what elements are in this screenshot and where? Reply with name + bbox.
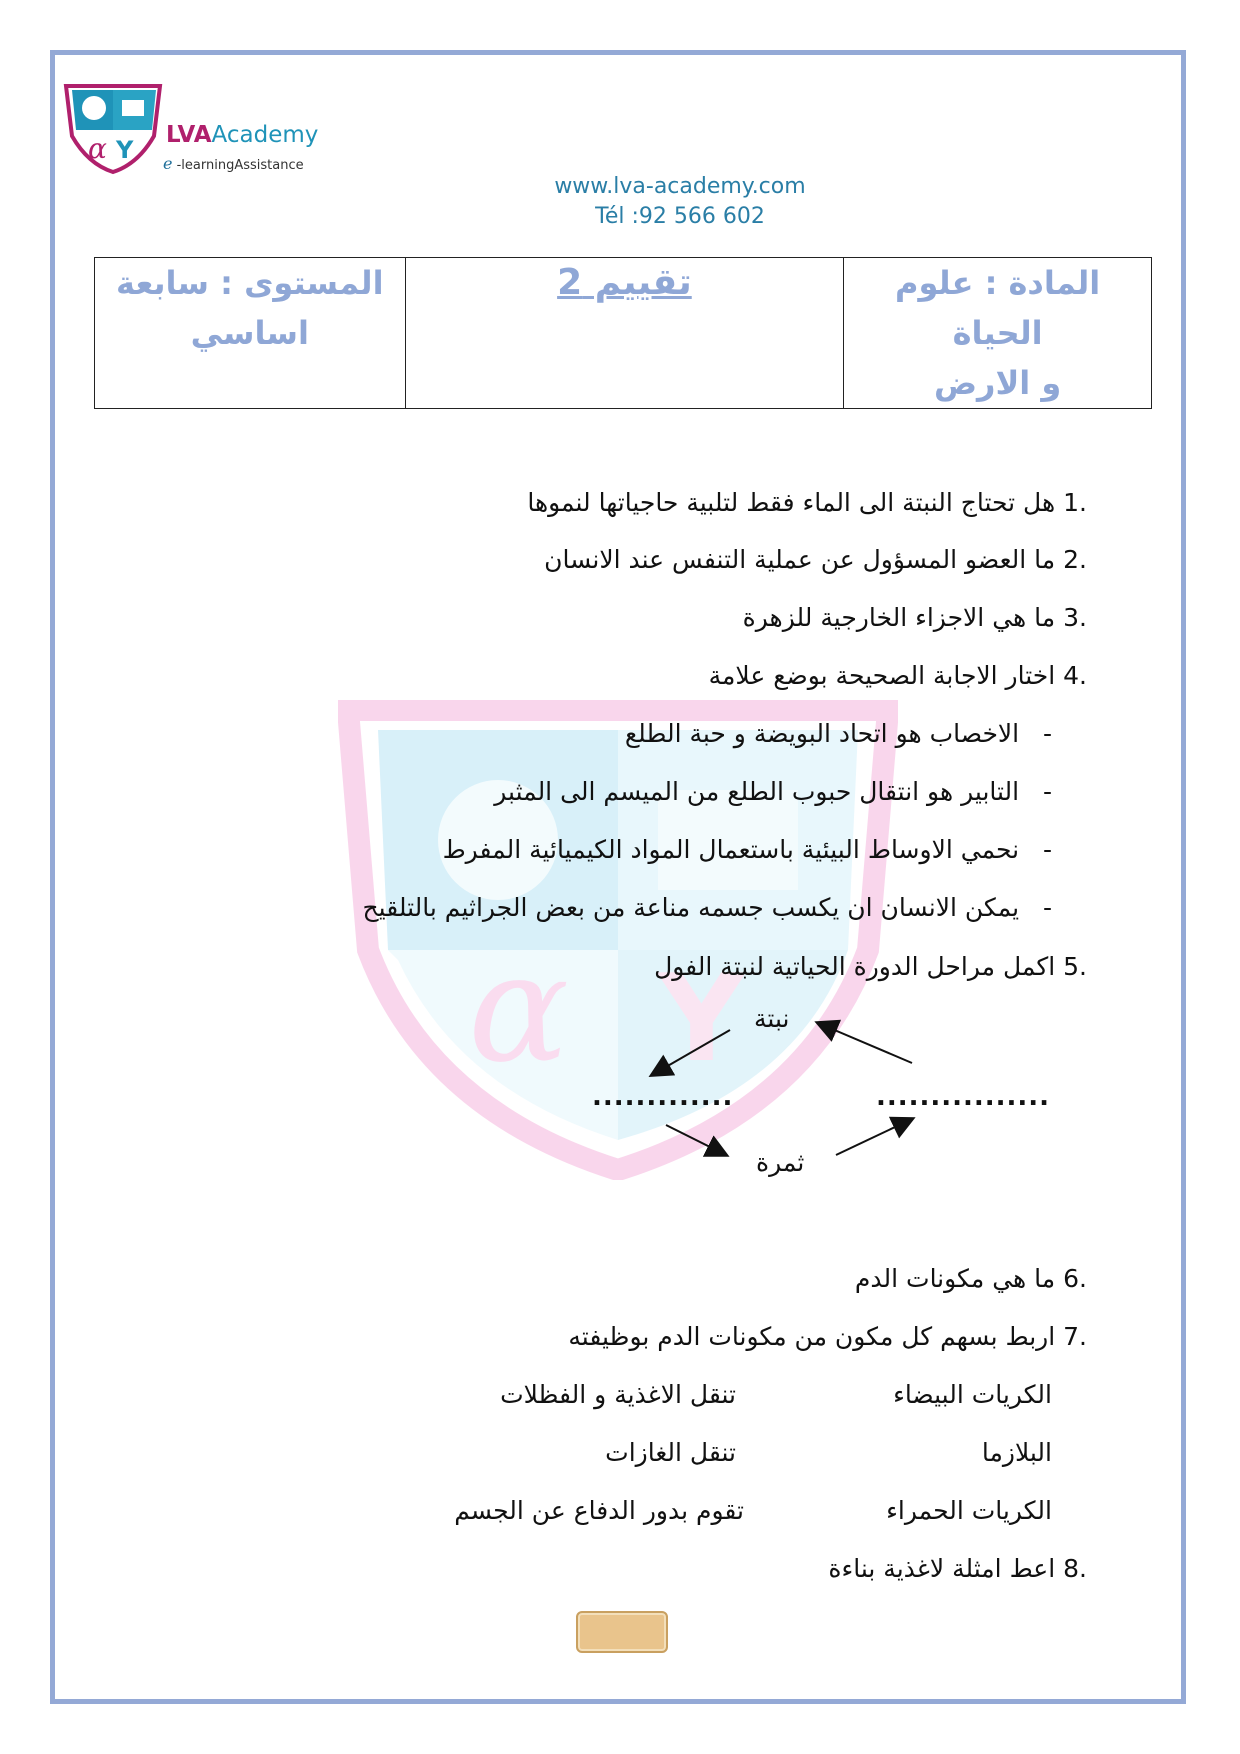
- blood-function: تقوم بدور الدفاع عن الجسم: [454, 1496, 744, 1525]
- level-line2: اساسي: [190, 314, 309, 352]
- level-line1: المستوى : سابعة: [116, 264, 384, 302]
- blood-component: الكريات الحمراء: [886, 1496, 1052, 1525]
- q4-item-text: التابير هو انتقال حبوب الطلع من الميسم الى المثبر: [494, 777, 1020, 806]
- svg-text:α: α: [88, 132, 107, 165]
- level-cell: [95, 258, 406, 409]
- tagline-rest: -learningAssistance: [172, 158, 304, 173]
- info-table: [94, 257, 1152, 409]
- q4-item-text: الاخصاب هو اتحاد البويضة و حبة الطلع: [624, 719, 1020, 748]
- question-6: .6 ما هي مكونات الدم: [854, 1264, 1087, 1293]
- q4-item: - نحمي الاوساط البيئية باستعمال المواد الكيميائية المفرط: [442, 835, 1052, 864]
- arrow-fruit-to-right: [836, 1119, 912, 1155]
- question-4-text: اختار الاجابة الصحيحة بوضع علامة: [708, 661, 1056, 690]
- question-5: .5 اكمل مراحل الدورة الحياتية لنبتة الفول: [654, 952, 1087, 981]
- blood-component: البلازما: [981, 1438, 1052, 1467]
- svg-text:Y: Y: [658, 950, 745, 1089]
- assessment-title: تقييم 2: [557, 262, 692, 303]
- question-3: .3 ما هي الاجزاء الخارجية للزهرة: [742, 603, 1087, 632]
- brand-tagline: [163, 154, 304, 173]
- cycle-blank-left: .............: [592, 1082, 734, 1112]
- question-8: .8 اعط امثلة لاغذية بناءة: [828, 1554, 1087, 1583]
- question-3-text: ما هي الاجزاء الخارجية للزهرة: [742, 603, 1056, 632]
- brand-name: [166, 122, 318, 148]
- question-1: .1 هل تحتاج النبتة الى الماء فقط لتلبية حاجياتها لنموها: [527, 488, 1087, 517]
- question-4: .4 اختار الاجابة الصحيحة بوضع علامة: [708, 661, 1087, 690]
- tagline-e: e: [163, 154, 173, 173]
- q4-item-text: نحمي الاوساط البيئية باستعمال المواد الكيميائية المفرط: [442, 835, 1020, 864]
- cycle-arrows: [560, 1005, 960, 1205]
- brand-lva: LVA: [166, 122, 212, 148]
- page-number-box: [576, 1611, 668, 1653]
- question-1-text: هل تحتاج النبتة الى الماء فقط لتلبية حاجياتها لنموها: [527, 488, 1056, 517]
- arrow-plant-to-left: [652, 1030, 730, 1075]
- question-7: .7 اربط بسهم كل مكون من مكونات الدم بوظيفته: [568, 1322, 1087, 1351]
- cycle-label-plant: نبتة: [754, 1004, 790, 1033]
- question-2-text: ما العضو المسؤول عن عملية التنفس عند الانسان: [544, 545, 1056, 574]
- svg-text:α: α: [468, 922, 570, 1096]
- question-5-text: اكمل مراحل الدورة الحياتية لنبتة الفول: [654, 952, 1056, 981]
- blood-component: الكريات البيضاء: [893, 1380, 1052, 1409]
- q4-item: - التابير هو انتقال حبوب الطلع من الميسم الى المثبر: [494, 777, 1052, 806]
- brand-academy: Academy: [211, 122, 319, 148]
- cycle-label-fruit: ثمرة: [756, 1148, 805, 1177]
- blood-function: تنقل الاغذية و الفظلات: [500, 1380, 736, 1409]
- question-7-text: اربط بسهم كل مكون من مكونات الدم بوظيفته: [568, 1322, 1056, 1351]
- cycle-blank-right: ................: [876, 1082, 1051, 1112]
- q4-item-text: يمكن الانسان ان يكسب جسمه مناعة من بعض الجراثيم بالتلقيح: [362, 893, 1020, 922]
- arrow-left-to-fruit: [666, 1125, 726, 1155]
- question-2: .2 ما العضو المسؤول عن عملية التنفس عند الانسان: [544, 545, 1087, 574]
- phone-number: Tél :92 566 602: [595, 204, 765, 229]
- lva-logo-icon: [58, 80, 168, 176]
- q4-item: - يمكن الانسان ان يكسب جسمه مناعة من بعض الجراثيم بالتلقيح: [362, 893, 1052, 922]
- subject-line2: و الارض: [933, 364, 1062, 402]
- q4-item: - الاخصاب هو اتحاد البويضة و حبة الطلع: [624, 719, 1052, 748]
- svg-text:Y: Y: [116, 136, 134, 164]
- blood-function: تنقل الغازات: [605, 1438, 736, 1467]
- subject-cell: [844, 258, 1152, 409]
- title-cell: [405, 258, 844, 409]
- question-8-text: اعط امثلة لاغذية بناءة: [828, 1554, 1056, 1583]
- arrow-right-to-plant: [818, 1023, 912, 1063]
- question-6-text: ما هي مكونات الدم: [854, 1264, 1056, 1293]
- subject-line1: المادة : علوم الحياة: [894, 264, 1101, 352]
- website-link[interactable]: www.lva-academy.com: [554, 174, 806, 199]
